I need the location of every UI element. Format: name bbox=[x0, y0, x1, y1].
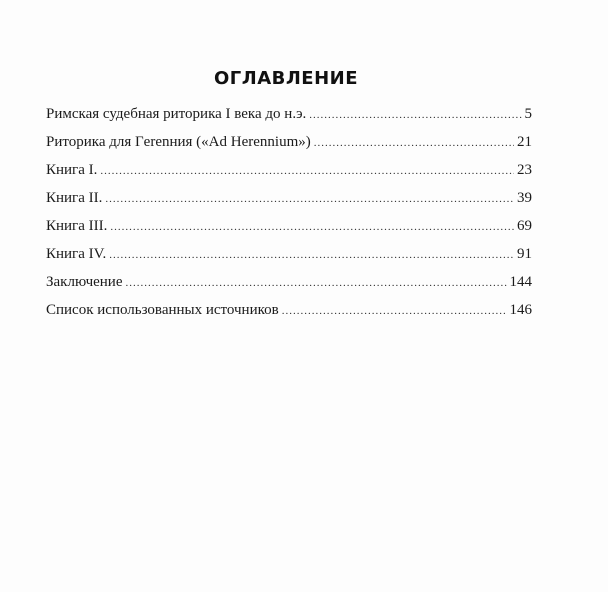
toc-entry-page: 91 bbox=[517, 246, 532, 262]
page-title: ОГЛАВЛЕНИЕ bbox=[213, 68, 359, 90]
toc-entry bbox=[46, 156, 532, 184]
toc-entry-label: Книга III. bbox=[46, 218, 108, 234]
toc-entry bbox=[46, 128, 532, 156]
toc-entry-label: Римская судебная риторика I века до н.э. bbox=[46, 106, 307, 122]
toc-entry bbox=[46, 212, 532, 240]
toc-entry-page: 146 bbox=[509, 302, 532, 318]
toc-entry-label: Заключение bbox=[46, 274, 123, 290]
toc-entry-label: Книга I. bbox=[46, 162, 98, 178]
toc-entry-page: 23 bbox=[517, 162, 532, 178]
toc-leader-dots bbox=[309, 101, 521, 129]
toc-entry bbox=[46, 184, 532, 212]
toc-leader-dots bbox=[282, 297, 507, 325]
toc-leader-dots bbox=[105, 185, 514, 213]
toc-entry-label: Риторика для Гerenния («Ad Herennium») bbox=[46, 134, 311, 150]
toc-entry bbox=[46, 240, 532, 268]
toc-entry-page: 69 bbox=[517, 218, 532, 234]
toc-leader-dots bbox=[314, 129, 514, 157]
toc-entry bbox=[46, 268, 532, 296]
toc-entry-page: 5 bbox=[524, 106, 532, 122]
toc-entry-label: Книга II. bbox=[46, 190, 103, 206]
toc-leader-dots bbox=[109, 241, 514, 269]
toc-entry bbox=[46, 100, 532, 128]
table-of-contents bbox=[46, 100, 532, 324]
toc-entry-page: 39 bbox=[517, 190, 532, 206]
toc-entry-page: 21 bbox=[517, 134, 532, 150]
toc-leader-dots bbox=[126, 269, 507, 297]
toc-entry-label: Список использованных источников bbox=[46, 302, 279, 318]
toc-leader-dots bbox=[110, 213, 514, 241]
toc-entry-label: Книга IV. bbox=[46, 246, 107, 262]
toc-entry-page: 144 bbox=[509, 274, 532, 290]
toc-entry bbox=[46, 296, 532, 324]
toc-leader-dots bbox=[100, 157, 514, 185]
